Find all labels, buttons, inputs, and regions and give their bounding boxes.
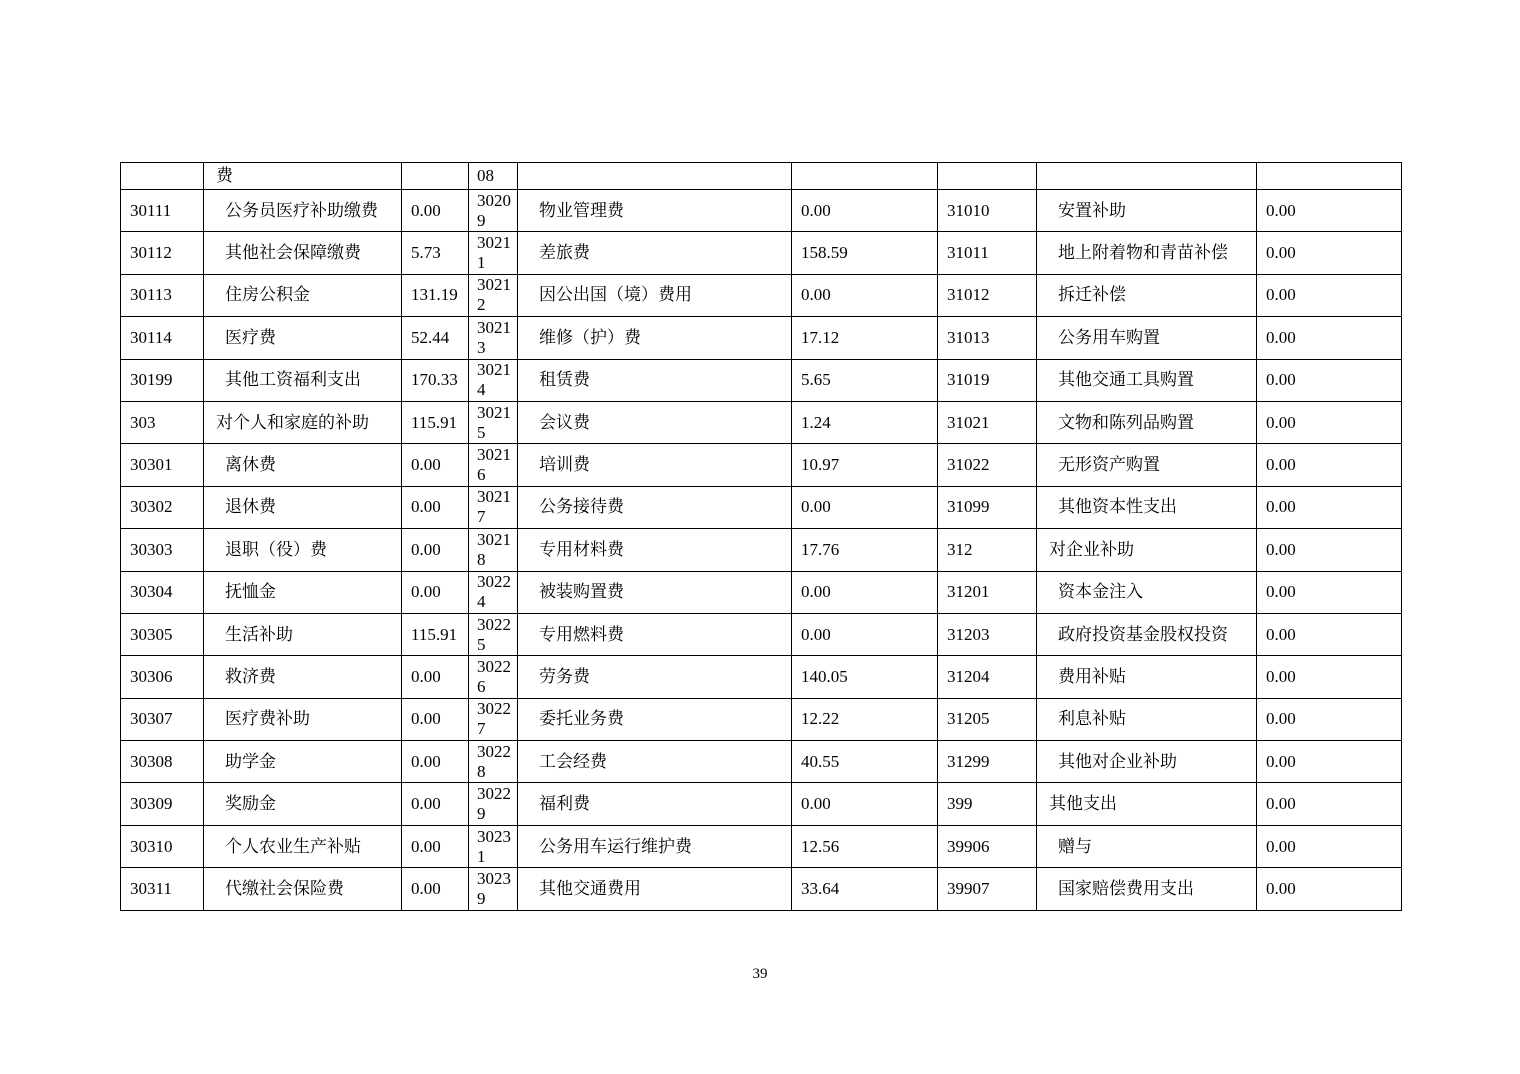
table-row [121, 401, 1402, 443]
table-cell: 0.00 [1257, 868, 1402, 910]
table-cell: 39907 [938, 868, 1037, 910]
table-cell: 31201 [938, 571, 1037, 613]
table-cell: 奖励金 [204, 783, 402, 825]
table-cell: 0.00 [1257, 783, 1402, 825]
table-row [121, 783, 1402, 825]
table-cell: 5.73 [402, 232, 469, 274]
table-cell: 公务用车购置 [1037, 317, 1257, 359]
table-cell: 30309 [121, 783, 204, 825]
table-cell: 0.00 [402, 741, 469, 783]
table-cell: 0.00 [1257, 571, 1402, 613]
table-row [121, 656, 1402, 698]
table-cell: 31010 [938, 190, 1037, 232]
table-cell: 救济费 [204, 656, 402, 698]
table-cell: 费用补贴 [1037, 656, 1257, 698]
table-cell: 公务员医疗补助缴费 [204, 190, 402, 232]
table-cell: 31299 [938, 741, 1037, 783]
table-cell: 30307 [121, 698, 204, 740]
table-row [121, 613, 1402, 655]
table-cell: 31021 [938, 401, 1037, 443]
table-cell: 0.00 [1257, 698, 1402, 740]
table-cell: 0.00 [1257, 232, 1402, 274]
table-cell: 30311 [121, 868, 204, 910]
table-cell: 39906 [938, 825, 1037, 867]
table-cell: 30226 [469, 656, 518, 698]
table-cell: 医疗费 [204, 317, 402, 359]
table-cell: 0.00 [1257, 274, 1402, 316]
table-cell: 30112 [121, 232, 204, 274]
table-cell: 30216 [469, 444, 518, 486]
table-cell: 0.00 [792, 486, 938, 528]
table-cell: 代缴社会保险费 [204, 868, 402, 910]
table-cell: 培训费 [518, 444, 792, 486]
table-cell: 0.00 [792, 571, 938, 613]
table-cell: 被装购置费 [518, 571, 792, 613]
table-cell: 31022 [938, 444, 1037, 486]
table-row [121, 868, 1402, 910]
table-row [121, 698, 1402, 740]
table-cell: 30114 [121, 317, 204, 359]
table-cell: 其他交通工具购置 [1037, 359, 1257, 401]
table-cell: 31205 [938, 698, 1037, 740]
table-cell: 费 [204, 163, 402, 190]
table-cell: 利息补贴 [1037, 698, 1257, 740]
table-cell: 专用燃料费 [518, 613, 792, 655]
table-cell: 其他工资福利支出 [204, 359, 402, 401]
table-cell: 170.33 [402, 359, 469, 401]
table-cell: 对企业补助 [1037, 529, 1257, 571]
table-cell: 0.00 [1257, 741, 1402, 783]
table-cell: 30113 [121, 274, 204, 316]
table-cell: 0.00 [402, 825, 469, 867]
table-cell: 退职（役）费 [204, 529, 402, 571]
table-cell: 0.00 [1257, 529, 1402, 571]
table-cell: 30305 [121, 613, 204, 655]
expenditure-table [120, 162, 1402, 911]
table-cell: 30218 [469, 529, 518, 571]
table-cell: 0.00 [1257, 444, 1402, 486]
table-cell: 158.59 [792, 232, 938, 274]
table-cell: 0.00 [1257, 613, 1402, 655]
table-cell: 17.12 [792, 317, 938, 359]
table-cell: 专用材料费 [518, 529, 792, 571]
table-cell: 0.00 [792, 783, 938, 825]
table-row [121, 529, 1402, 571]
table-cell: 30214 [469, 359, 518, 401]
table-cell: 0.00 [402, 571, 469, 613]
table-cell: 312 [938, 529, 1037, 571]
table-cell: 10.97 [792, 444, 938, 486]
table-cell: 个人农业生产补贴 [204, 825, 402, 867]
table-cell: 0.00 [792, 190, 938, 232]
table-cell: 52.44 [402, 317, 469, 359]
table-cell: 30225 [469, 613, 518, 655]
table-cell: 对个人和家庭的补助 [204, 401, 402, 443]
table-cell: 399 [938, 783, 1037, 825]
table-cell: 差旅费 [518, 232, 792, 274]
table-cell: 140.05 [792, 656, 938, 698]
table-cell: 0.00 [792, 613, 938, 655]
table-cell: 物业管理费 [518, 190, 792, 232]
table-cell: 其他社会保障缴费 [204, 232, 402, 274]
table-cell: 0.00 [402, 444, 469, 486]
table-row [121, 571, 1402, 613]
table-row [121, 486, 1402, 528]
table-cell: 0.00 [792, 274, 938, 316]
table-cell: 12.22 [792, 698, 938, 740]
table-cell: 0.00 [1257, 486, 1402, 528]
table-cell: 其他交通费用 [518, 868, 792, 910]
table-cell: 劳务费 [518, 656, 792, 698]
table-cell: 赠与 [1037, 825, 1257, 867]
table-cell: 31099 [938, 486, 1037, 528]
table-row [121, 317, 1402, 359]
table-cell: 0.00 [1257, 359, 1402, 401]
table-cell: 30224 [469, 571, 518, 613]
table-cell: 0.00 [402, 486, 469, 528]
table-cell: 30303 [121, 529, 204, 571]
table-cell: 拆迁补偿 [1037, 274, 1257, 316]
table-cell: 30306 [121, 656, 204, 698]
table-cell: 30199 [121, 359, 204, 401]
table-cell: 17.76 [792, 529, 938, 571]
table-cell: 33.64 [792, 868, 938, 910]
table-row [121, 163, 1402, 190]
table-cell: 其他对企业补助 [1037, 741, 1257, 783]
table-row [121, 232, 1402, 274]
table-row [121, 825, 1402, 867]
table-cell: 其他资本性支出 [1037, 486, 1257, 528]
table-cell: 30231 [469, 825, 518, 867]
table-cell: 30302 [121, 486, 204, 528]
table-cell: 1.24 [792, 401, 938, 443]
table-cell: 0.00 [402, 783, 469, 825]
table-cell: 0.00 [402, 656, 469, 698]
page-number: 39 [752, 966, 768, 982]
table-cell: 0.00 [402, 698, 469, 740]
table-cell: 资本金注入 [1037, 571, 1257, 613]
table-cell: 维修（护）费 [518, 317, 792, 359]
table-cell: 31012 [938, 274, 1037, 316]
table-cell: 福利费 [518, 783, 792, 825]
table-cell: 0.00 [1257, 401, 1402, 443]
table-cell: 医疗费补助 [204, 698, 402, 740]
table-cell: 30228 [469, 741, 518, 783]
table-cell: 政府投资基金股权投资 [1037, 613, 1257, 655]
table-cell: 30211 [469, 232, 518, 274]
table-row [121, 444, 1402, 486]
table-row [121, 359, 1402, 401]
table-cell: 30310 [121, 825, 204, 867]
table-cell: 30111 [121, 190, 204, 232]
table-cell: 30308 [121, 741, 204, 783]
table-cell: 0.00 [402, 868, 469, 910]
table-cell: 30301 [121, 444, 204, 486]
table-cell: 31204 [938, 656, 1037, 698]
table-cell: 30217 [469, 486, 518, 528]
table-cell: 助学金 [204, 741, 402, 783]
table-cell: 0.00 [402, 190, 469, 232]
table-cell: 40.55 [792, 741, 938, 783]
table-cell: 文物和陈列品购置 [1037, 401, 1257, 443]
table-cell: 31203 [938, 613, 1037, 655]
table-cell: 131.19 [402, 274, 469, 316]
table-cell: 公务用车运行维护费 [518, 825, 792, 867]
table-cell: 离休费 [204, 444, 402, 486]
table-cell: 退休费 [204, 486, 402, 528]
table-cell: 12.56 [792, 825, 938, 867]
table-cell: 国家赔偿费用支出 [1037, 868, 1257, 910]
table-cell: 生活补助 [204, 613, 402, 655]
table-cell: 0.00 [1257, 190, 1402, 232]
table-cell: 31019 [938, 359, 1037, 401]
table-cell: 委托业务费 [518, 698, 792, 740]
table-cell: 5.65 [792, 359, 938, 401]
table-cell: 地上附着物和青苗补偿 [1037, 232, 1257, 274]
table-cell: 住房公积金 [204, 274, 402, 316]
table-cell: 0.00 [1257, 825, 1402, 867]
table-cell: 无形资产购置 [1037, 444, 1257, 486]
table-cell: 0.00 [402, 529, 469, 571]
table-cell: 工会经费 [518, 741, 792, 783]
table-cell: 30213 [469, 317, 518, 359]
table-cell: 30209 [469, 190, 518, 232]
table-cell: 0.00 [1257, 317, 1402, 359]
table-cell: 抚恤金 [204, 571, 402, 613]
table-cell: 303 [121, 401, 204, 443]
table-cell: 0.00 [1257, 656, 1402, 698]
table-cell: 因公出国（境）费用 [518, 274, 792, 316]
table-cell: 30229 [469, 783, 518, 825]
table-cell: 30212 [469, 274, 518, 316]
table-cell: 租赁费 [518, 359, 792, 401]
table-cell: 115.91 [402, 613, 469, 655]
table-cell: 30227 [469, 698, 518, 740]
table-cell: 30304 [121, 571, 204, 613]
table-cell: 30215 [469, 401, 518, 443]
table-cell: 其他支出 [1037, 783, 1257, 825]
table-row [121, 274, 1402, 316]
table-row [121, 190, 1402, 232]
table-cell: 08 [469, 163, 518, 190]
table-row [121, 741, 1402, 783]
table-cell: 公务接待费 [518, 486, 792, 528]
table-cell: 30239 [469, 868, 518, 910]
table-cell: 安置补助 [1037, 190, 1257, 232]
table-cell: 115.91 [402, 401, 469, 443]
table-cell: 会议费 [518, 401, 792, 443]
table-cell: 31013 [938, 317, 1037, 359]
table-cell: 31011 [938, 232, 1037, 274]
